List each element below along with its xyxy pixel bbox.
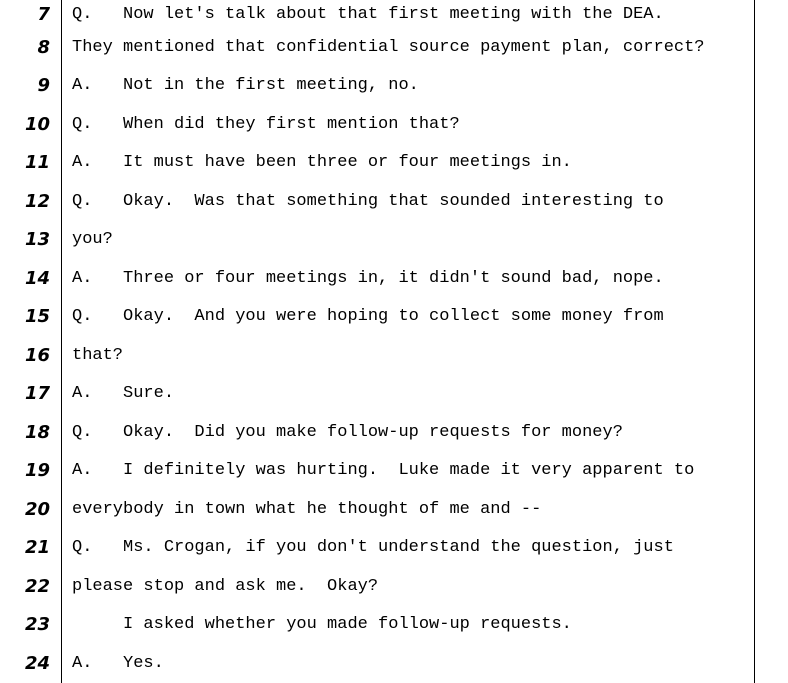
transcript-line (0, 644, 788, 683)
line-text: Q. Okay. Did you make follow-up requests for money? (72, 422, 623, 442)
line-text: Q. Okay. Was that something that sounded interesting to (72, 191, 664, 211)
line-text: Q. When did they first mention that? (72, 114, 460, 134)
line-text: Q. Okay. And you were hoping to collect some money from (72, 307, 664, 326)
line-number: 18 (24, 421, 50, 443)
line-text: A. Three or four meetings in, it didn't sound bad, nope. (72, 268, 664, 288)
transcript-line (0, 413, 788, 452)
line-text: that? (72, 345, 124, 365)
line-number: 15 (24, 306, 50, 327)
line-number: 7 (37, 4, 50, 25)
line-number: 19 (24, 460, 50, 481)
transcript-line (0, 28, 788, 67)
line-text: A. I definitely was hurting. Luke made it very apparent to (72, 461, 695, 480)
line-text: A. Yes. (72, 653, 164, 673)
line-number: 11 (24, 152, 50, 173)
transcript-line (0, 105, 788, 144)
transcript-line (0, 67, 788, 106)
transcript-line (0, 490, 788, 529)
line-number: 14 (24, 267, 50, 289)
transcript-line (0, 336, 788, 375)
line-number: 8 (37, 36, 50, 58)
line-text: everybody in town what he thought of me and -- (72, 499, 542, 519)
line-text: please stop and ask me. Okay? (72, 576, 379, 596)
transcript-line (0, 375, 788, 414)
line-text: They mentioned that confidential source payment plan, correct? (72, 37, 705, 57)
transcript-line (0, 259, 788, 298)
line-text: you? (72, 230, 113, 249)
transcript-line (0, 182, 788, 221)
transcript-line (0, 606, 788, 645)
line-number: 21 (24, 537, 50, 558)
transcript-line (0, 144, 788, 183)
line-number: 17 (24, 383, 50, 404)
transcript-line (0, 452, 788, 491)
line-text: A. It must have been three or four meetings in. (72, 153, 572, 172)
line-text: Q. Ms. Crogan, if you don't understand the question, just (72, 538, 674, 557)
transcript-line (0, 0, 788, 28)
line-number: 24 (24, 652, 50, 674)
line-text: Q. Now let's talk about that first meeting with the DEA. (72, 5, 664, 24)
transcript-line (0, 221, 788, 260)
transcript-line (0, 529, 788, 568)
line-number: 13 (24, 229, 50, 250)
line-text: A. Not in the first meeting, no. (72, 76, 419, 95)
line-number: 9 (37, 75, 50, 96)
line-text: I asked whether you made follow-up requests. (72, 615, 572, 634)
line-number: 20 (24, 498, 50, 520)
line-number: 12 (24, 190, 50, 212)
line-number: 10 (24, 113, 50, 135)
line-number: 16 (24, 344, 50, 366)
line-number: 23 (24, 614, 50, 635)
transcript-line (0, 567, 788, 606)
line-number: 22 (24, 575, 50, 597)
transcript-line (0, 298, 788, 337)
line-text: A. Sure. (72, 384, 175, 403)
